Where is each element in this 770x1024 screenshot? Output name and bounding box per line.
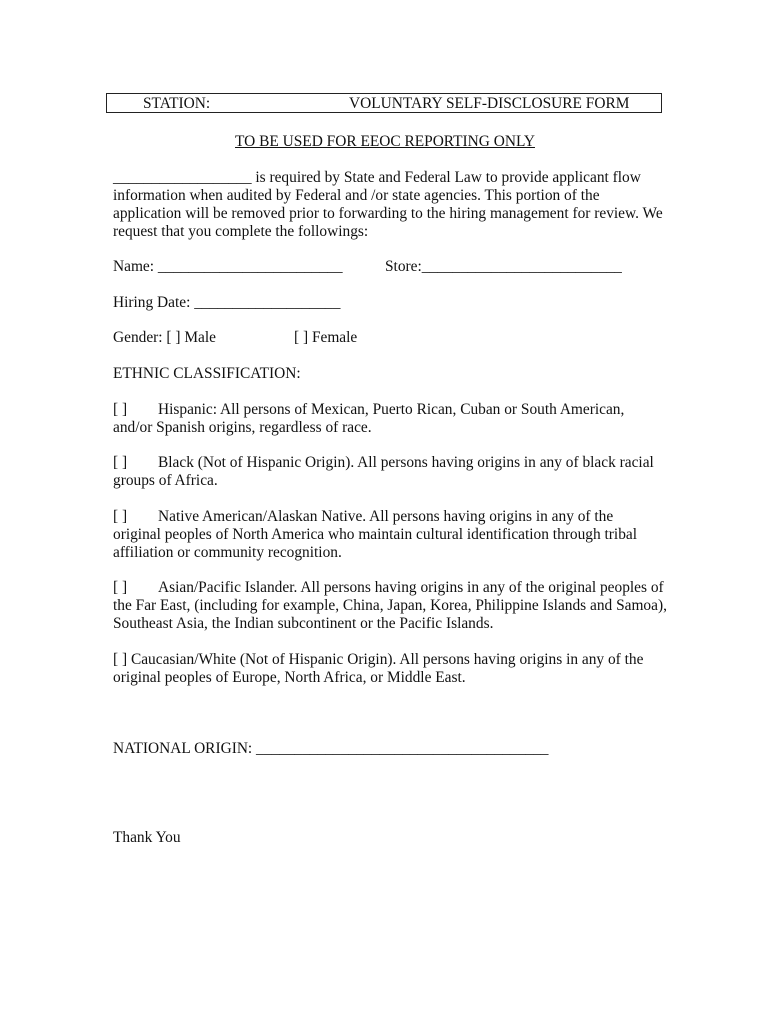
ethnic-option-hispanic [113,401,661,437]
hispanic-checkbox[interactable]: [ ] [113,401,128,418]
asian-text: the Far East, (including for example, China, Japan, Korea, Philippine Islands and Samoa), [113,597,667,614]
intro-line: information when audited by Federal and /or state agencies. This portion of the [113,187,600,204]
intro-line: request that you complete the followings: [113,223,369,240]
asian-text: Asian/Pacific Islander. All persons having origins in any of the original peoples of [158,579,664,596]
national-origin-field[interactable]: NATIONAL ORIGIN: ______________________________________ [113,740,549,757]
closing-text: Thank You [113,829,181,846]
ethnic-option-native [113,508,661,562]
gender-row [113,329,661,347]
form-header-box [106,93,662,113]
black-text: Black (Not of Hispanic Origin). All persons having origins in any of black racial [158,454,654,471]
black-text: groups of Africa. [113,472,218,489]
name-field[interactable]: Name: ________________________ [113,258,343,275]
hispanic-text: and/or Spanish origins, regardless of race. [113,419,372,436]
intro-line: application will be removed prior to forwarding to the hiring management for review. We [113,205,663,222]
store-field[interactable]: Store:__________________________ [385,258,622,275]
gender-male-option[interactable]: Gender: [ ] Male [113,329,216,346]
native-text: Native American/Alaskan Native. All persons having origins in any of the [158,508,614,525]
native-text: affiliation or community recognition. [113,544,342,561]
gender-female-option[interactable]: [ ] Female [294,329,358,346]
ethnic-option-black [113,454,661,490]
intro-line: __________________ is required by State and Federal Law to provide applicant flow [113,169,641,186]
ethnic-classification-heading: ETHNIC CLASSIFICATION: [113,365,301,382]
ethnic-option-asian [113,579,667,633]
hiring-date-field[interactable]: Hiring Date: ___________________ [113,294,341,311]
station-label: STATION: [143,95,211,112]
asian-text: Southeast Asia, the Indian subcontinent or the Pacific Islands. [113,615,494,632]
caucasian-option[interactable]: [ ] Caucasian/White (Not of Hispanic Origin). All persons having origins in any of the [113,651,644,668]
form-title: VOLUNTARY SELF-DISCLOSURE FORM [349,95,630,112]
eeoc-subtitle: TO BE USED FOR EEOC REPORTING ONLY [235,133,535,150]
ethnic-option-caucasian [113,651,661,687]
asian-checkbox[interactable]: [ ] [113,579,128,596]
hispanic-text: Hispanic: All persons of Mexican, Puerto Rican, Cuban or South American, [158,401,625,418]
name-store-row [113,258,661,276]
black-checkbox[interactable]: [ ] [113,454,128,471]
caucasian-text: original peoples of Europe, North Africa, or Middle East. [113,669,466,686]
native-checkbox[interactable]: [ ] [113,508,128,525]
intro-paragraph [113,169,661,241]
native-text: original peoples of North America who maintain cultural identification through tribal [113,526,637,543]
